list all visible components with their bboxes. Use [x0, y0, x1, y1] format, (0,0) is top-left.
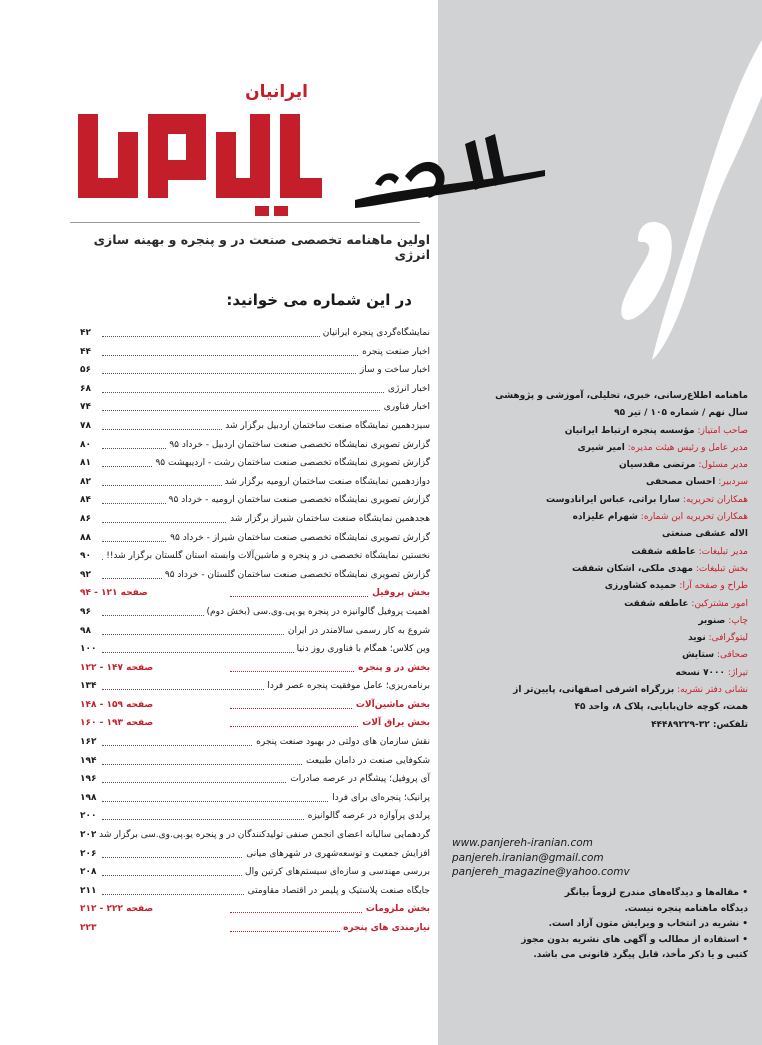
masthead-row — [452, 509, 748, 526]
toc-row[interactable] — [80, 845, 432, 864]
toc-page-number: صفحه ۱۹۳ - ۱۶۰ — [80, 718, 154, 729]
toc-section-row[interactable] — [80, 919, 432, 938]
masthead-value: عاطفه شفقت — [631, 546, 696, 557]
masthead-value: امیر شیری — [577, 442, 625, 453]
toc-row[interactable] — [80, 677, 432, 696]
contact-info — [452, 836, 742, 880]
toc-section-row[interactable] — [80, 696, 432, 715]
toc-title: اخبار ساخت و ساز — [357, 361, 430, 380]
toc-title: نیازمندی های پنجره — [340, 919, 430, 938]
masthead-label: امور مشترکین: — [691, 598, 748, 609]
masthead-value: مؤسسه پنجره ارتباط ایرانیان — [564, 425, 695, 436]
brand-suffix: ایرانیان — [245, 82, 308, 102]
toc-page-number: ۹۸ — [80, 625, 91, 636]
masthead-label: تیراژ: — [727, 667, 748, 678]
toc-page-number: ۸۸ — [80, 532, 91, 543]
masthead-intro: ماهنامه اطلاع‌رسانی، خبری، تحلیلی، آموزشی و پژوهشی — [495, 391, 748, 401]
masthead-label: بخش تبلیغات: — [695, 563, 748, 574]
toc-title: دوازدهمین نمایشگاه صنعت ساختمان ارومیه برگزار شد — [222, 473, 430, 492]
masthead-value: مرتضی مقدسیان — [618, 460, 696, 471]
toc-row[interactable] — [80, 770, 432, 789]
toc-row[interactable] — [80, 807, 432, 826]
toc-page-number: ۹۲ — [80, 569, 91, 580]
toc-page-number: ۱۳۴ — [80, 681, 97, 692]
masthead-row — [452, 526, 748, 543]
toc-title: نخستین نمایشگاه تخصصی در و پنجره و ماشین‌آلات وابسته استان گلستان برگزار شد!! — [103, 547, 430, 566]
toc-row[interactable] — [80, 863, 432, 882]
masthead-row — [452, 699, 748, 716]
toc-title: گزارش تصویری نمایشگاه تخصصی صنعت ساختمان شیراز - خرداد ۹۵ — [167, 529, 430, 548]
toc-leader — [102, 392, 430, 393]
toc-title: افزایش جمعیت و توسعه‌شهری در شهرهای میانی — [243, 845, 430, 864]
toc-row[interactable] — [80, 454, 432, 473]
masthead-value: حمیده کشاورزی — [604, 581, 677, 592]
toc-row[interactable] — [80, 733, 432, 752]
toc-title: اهمیت پروفیل گالوانیزه در پنجره یو.پی.وی.سی (بخش دوم) — [204, 603, 430, 622]
note-line: • استفاده از مطالب و آگهی های نشریه بدون مجوز — [521, 934, 748, 945]
masthead-value: ۷۰۰۰ نسخه — [675, 667, 726, 678]
toc-title: هجدهمین نمایشگاه صنعت ساختمان شیراز برگزار شد — [227, 510, 430, 529]
masthead-row — [452, 647, 748, 664]
toc-page-number: ۸۴ — [80, 495, 91, 506]
toc-page-number: ۱۹۶ — [80, 774, 97, 785]
header-rule — [70, 222, 420, 223]
masthead-value: احسان مصحفی — [645, 477, 716, 488]
toc-row[interactable] — [80, 622, 432, 641]
toc-title: گردهمایی سالیانه اعضای انجمن صنفی تولیدکنندگان در و پنجره یو.پی.وی.سی برگزار شد — [96, 826, 430, 845]
toc-title: اخبار صنعت پنجره — [359, 343, 430, 362]
toc-title: بخش یراق آلات — [359, 714, 430, 733]
toc-page-number: ۱۰۰ — [80, 644, 97, 655]
toc-page-number: ۷۸ — [80, 420, 91, 431]
toc-row[interactable] — [80, 566, 432, 585]
toc-page-number: ۵۶ — [80, 365, 91, 376]
masthead-value: همت، کوچه خان‌بابایی، پلاک ۸، واحد ۴۵ — [574, 702, 748, 713]
toc-page-number: ۹۰ — [80, 551, 91, 562]
toc-row[interactable] — [80, 343, 432, 362]
toc-page-number: صفحه ۱۴۷ - ۱۲۲ — [80, 662, 154, 673]
masthead-row — [452, 717, 748, 734]
toc-row[interactable] — [80, 436, 432, 455]
toc-title: جایگاه صنعت پلاستیک و پلیمر در اقتصاد مقاومتی — [245, 882, 430, 901]
note-line: • مقاله‌ها و دیدگاه‌های مندرج لزوماً بیانگر — [564, 888, 748, 898]
toc-row[interactable] — [80, 603, 432, 622]
toc-page-number: ۲۰۲ — [80, 830, 97, 841]
toc-title: بررسی مهندسی و سازه‌ای سیستم‌های کرتین وال — [242, 863, 430, 882]
toc-page-number: ۸۲ — [80, 476, 91, 487]
toc-page-number: ۸۰ — [80, 439, 91, 450]
toc-page-number: صفحه ۱۵۹ - ۱۴۸ — [80, 699, 154, 710]
masthead-label: نشانی دفتر نشریه: — [677, 685, 748, 696]
masthead-row — [452, 682, 748, 699]
masthead-value: سارا براتی، عباس ایرانادوست — [546, 494, 681, 505]
toc-row[interactable] — [80, 882, 432, 901]
masthead-issue: سال نهم / شماره ۱۰۵ / تیر ۹۵ — [614, 408, 748, 419]
toc-title: گزارش تصویری نمایشگاه تخصصی صنعت ساختمان رشت - اردیبهشت ۹۵ — [152, 454, 430, 473]
masthead-row — [452, 423, 748, 440]
toc-title: پرلدی پرآوازه در عرصه گالوانیزه — [305, 807, 430, 826]
toc-page-number: ۴۲ — [80, 328, 91, 338]
toc-title: شروع به کار رسمی سالامندر در ایران — [285, 622, 430, 641]
toc-page-number: ۶۸ — [80, 383, 91, 394]
masthead-label: صاحب امتیاز: — [697, 425, 748, 436]
masthead-label: مدیر عامل و رئیس هیئت مدیره: — [627, 442, 748, 453]
toc-heading: در این شماره می خوانید: — [226, 291, 412, 309]
masthead-row — [452, 544, 748, 561]
toc-section-row[interactable] — [80, 659, 432, 678]
toc-page-number: ۲۱۱ — [80, 885, 97, 896]
masthead-label: همکاران تحریریه این شماره: — [640, 512, 748, 523]
note-line: دیدگاه ماهنامه پنجره نیست. — [624, 903, 748, 914]
toc-title: گزارش تصویری نمایشگاه تخصصی صنعت ساختمان گلستان - خرداد ۹۵ — [162, 566, 430, 585]
note-line: • نشریه در انتخاب و ویرایش متون آزاد است. — [548, 919, 748, 930]
masthead-row — [452, 665, 748, 682]
table-of-contents — [80, 324, 432, 938]
masthead-row — [452, 596, 748, 613]
toc-title: شکوفایی صنعت در دامان طبیعت — [303, 752, 430, 771]
toc-title: گزارش تصویری نمایشگاه تخصصی صنعت ساختمان ارومیه - خرداد ۹۵ — [166, 491, 430, 510]
masthead-value: ستایش — [682, 650, 715, 661]
toc-title: اخبار انرژی — [385, 380, 430, 399]
toc-page-number: ۸۶ — [80, 513, 91, 524]
masthead-row — [452, 474, 748, 491]
toc-title: نمایشگاه‌گردی پنجره ایرانیان — [320, 324, 430, 343]
toc-title: بخش در و پنجره — [355, 659, 430, 678]
masthead — [452, 388, 748, 734]
masthead-label: همکاران تحریریه: — [682, 494, 748, 505]
toc-page-number: ۷۴ — [80, 402, 91, 413]
toc-row[interactable] — [80, 380, 432, 399]
masthead-value: مهدی ملکی، اشکان شفقت — [572, 563, 693, 574]
toc-row[interactable] — [80, 398, 432, 417]
masthead-value: بزرگراه اشرفی اصفهانی، پایین‌تر از — [513, 685, 675, 696]
toc-row[interactable] — [80, 361, 432, 380]
masthead-label: مدیر مسئول: — [698, 460, 748, 471]
masthead-value: تلفکس: ۳۲-۴۴۴۸۹۲۲۹ — [651, 719, 748, 730]
toc-section-row[interactable] — [80, 714, 432, 733]
masthead-row — [452, 457, 748, 474]
masthead-label: مدیر تبلیغات: — [698, 546, 748, 557]
masthead-value: الاله عشقی صنعتی — [661, 529, 748, 540]
toc-title: گزارش تصویری نمایشگاه تخصصی صنعت ساختمان اردبیل - خرداد ۹۵ — [166, 436, 430, 455]
masthead-row — [452, 492, 748, 509]
masthead-label: چاپ: — [728, 615, 748, 626]
toc-title: سیزدهمین نمایشگاه صنعت ساختمان اردبیل برگزار شد — [222, 417, 430, 436]
toc-row[interactable] — [80, 510, 432, 529]
toc-page-number: ۹۶ — [80, 606, 91, 617]
toc-title: اخبار فناوری — [381, 398, 430, 417]
toc-page-number: ۲۰۰ — [80, 811, 97, 822]
masthead-label: سردبیر: — [718, 477, 748, 488]
toc-page-number: ۴۴ — [80, 346, 91, 357]
website-link[interactable]: www.panjereh-iranian.com — [452, 837, 593, 849]
editorial-notes — [452, 886, 748, 964]
toc-row[interactable] — [80, 529, 432, 548]
toc-section-row[interactable] — [80, 584, 432, 603]
masthead-row — [452, 613, 748, 630]
email-link-yahoo[interactable]: panjereh_magazine@yahoo.comv — [452, 866, 630, 878]
toc-title: بخش ملزومات — [363, 900, 430, 919]
masthead-row — [452, 440, 748, 457]
toc-page-number: ۲۲۳ — [80, 923, 97, 933]
toc-page-number: ۲۰۸ — [80, 867, 97, 878]
masthead-label: لیتوگرافی: — [708, 633, 748, 644]
masthead-label: صحافی: — [716, 650, 748, 661]
toc-row[interactable] — [80, 417, 432, 436]
brand-logo — [60, 78, 330, 218]
toc-title: بخش ماشین‌آلات — [353, 696, 430, 715]
masthead-value: صنوبر — [698, 615, 726, 626]
toc-page-number: صفحه ۲۲۲ - ۲۱۲ — [80, 904, 154, 915]
toc-row[interactable] — [80, 547, 432, 566]
toc-title: وین کلاس؛ همگام با فناوری روز دنیا — [294, 640, 430, 659]
toc-title: بخش پروفیل — [369, 584, 430, 603]
toc-title: نقش سازمان های دولتی در بهبود صنعت پنجره — [253, 733, 430, 752]
masthead-row — [452, 561, 748, 578]
toc-section-row[interactable] — [80, 900, 432, 919]
toc-page-number: ۸۱ — [80, 458, 91, 469]
toc-page-number: ۱۹۸ — [80, 792, 97, 803]
toc-title: آی پروفیل؛ پیشگام در عرصه صادرات — [287, 770, 430, 789]
toc-row[interactable] — [80, 324, 432, 343]
toc-row[interactable] — [80, 491, 432, 510]
toc-title: برنامه‌ریزی؛ عامل موفقیت پنجره عصر فردا — [264, 677, 430, 696]
masthead-label: طراح و صفحه آرا: — [679, 581, 748, 592]
toc-row[interactable] — [80, 789, 432, 808]
toc-page-number: ۱۹۴ — [80, 755, 97, 766]
masthead-value: شهرام علیزاده — [572, 512, 638, 523]
toc-row[interactable] — [80, 752, 432, 771]
toc-title: پرانیک؛ پنجره‌ای برای فردا — [329, 789, 430, 808]
masthead-row — [452, 578, 748, 595]
toc-row[interactable] — [80, 640, 432, 659]
brand-logo-mark — [60, 78, 330, 218]
magazine-tagline: اولین ماهنامه تخصصی صنعت در و پنجره و بهینه سازی انرژی — [93, 232, 430, 262]
note-line: کتبی و یا ذکر مأخذ، قابل پیگرد قانونی می باشد. — [533, 950, 748, 961]
toc-page-number: ۱۶۲ — [80, 737, 97, 748]
masthead-value: نوید — [688, 633, 706, 644]
toc-row[interactable] — [80, 473, 432, 492]
toc-page-number: صفحه ۱۲۱ - ۹۴ — [80, 588, 148, 599]
toc-page-number: ۲۰۶ — [80, 848, 97, 859]
email-link-gmail[interactable]: panjereh.iranian@gmail.com — [452, 851, 604, 864]
masthead-value: عاطفه شفقت — [624, 598, 689, 609]
toc-row[interactable] — [80, 826, 432, 845]
masthead-row — [452, 630, 748, 647]
